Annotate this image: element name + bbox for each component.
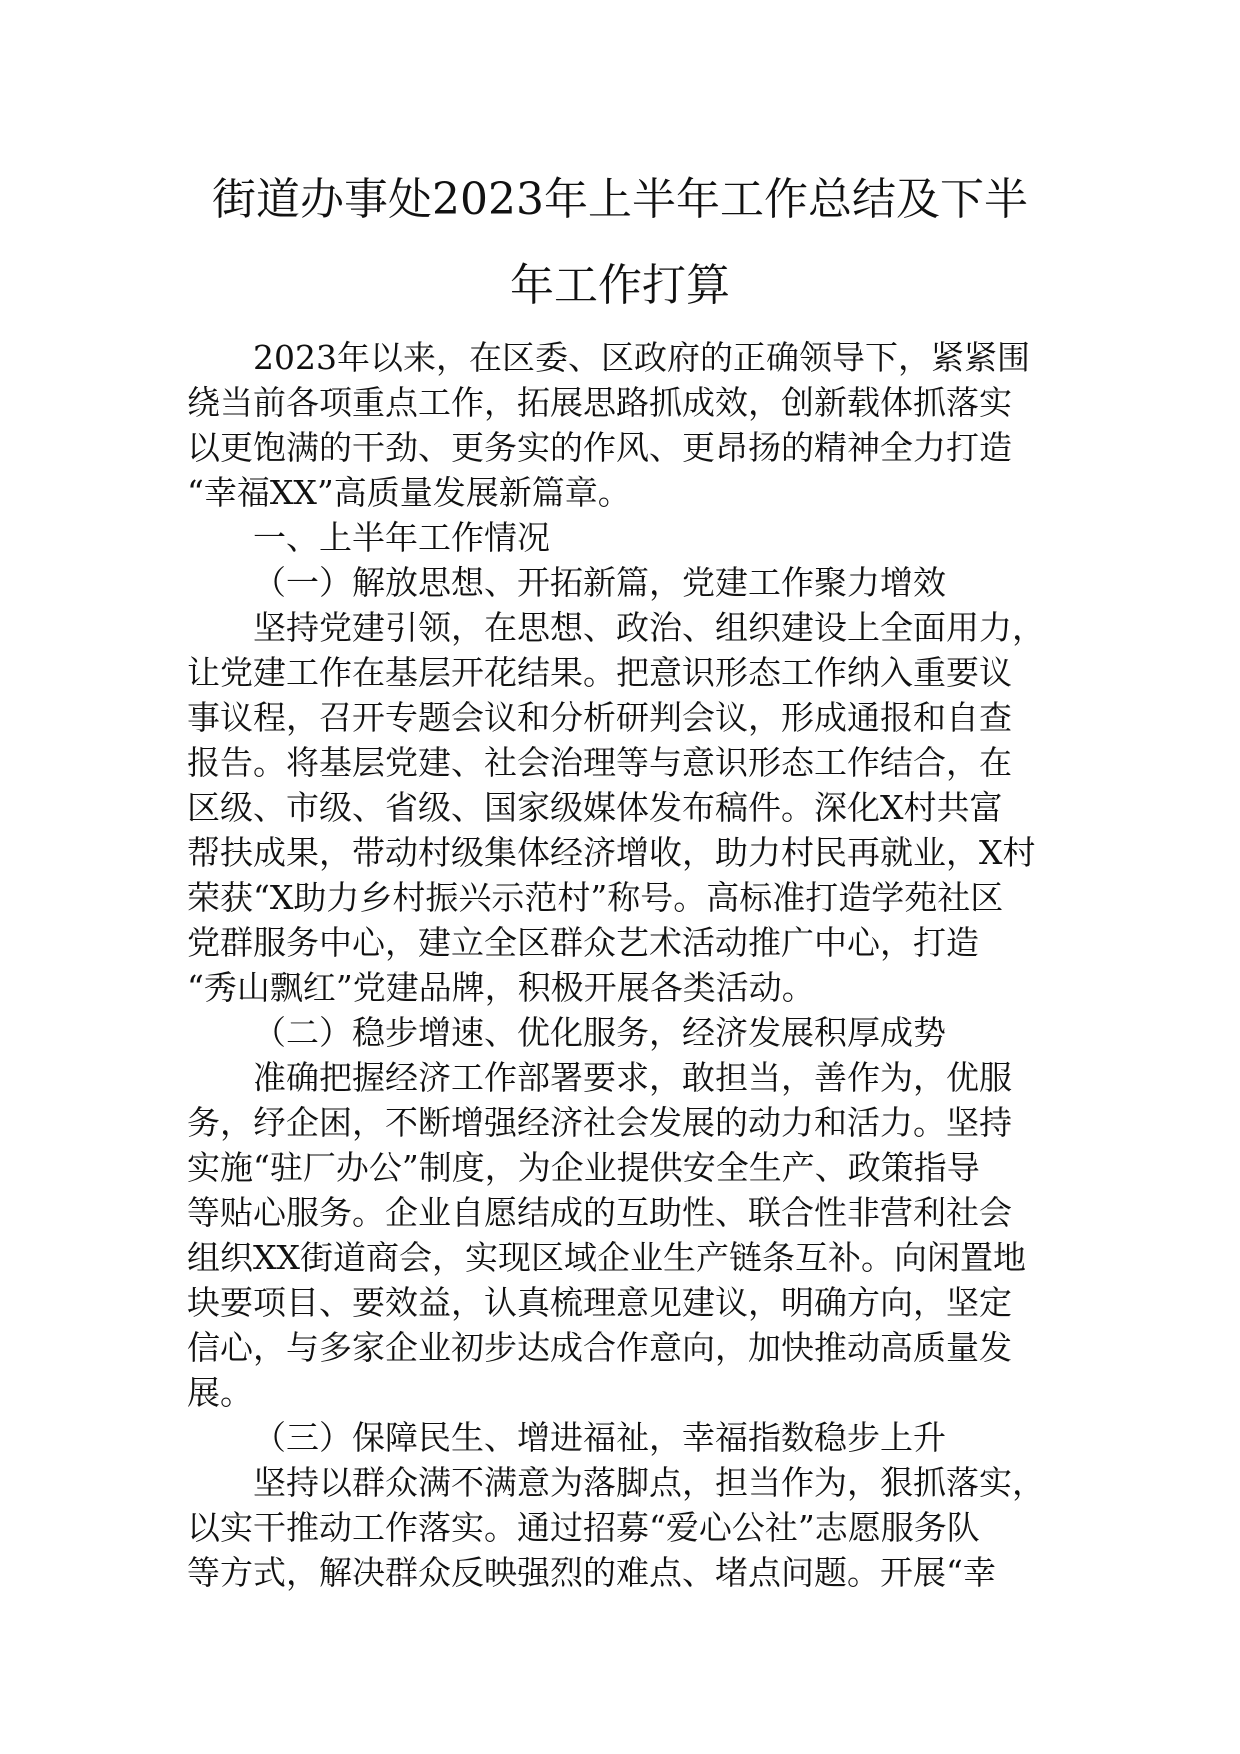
text-line: 等方式，解决群众反映强烈的难点、堵点问题。开展“幸 [187, 1553, 996, 1592]
text-line: 报告。将基层党建、社会治理等与意识形态工作结合，在 [187, 743, 1012, 782]
document-title-line-1: 街道办事处2023年上半年工作总结及下半 [212, 174, 1028, 225]
text-line: 事议程，召开专题会议和分析研判会议，形成通报和自查 [187, 698, 1012, 737]
text-line: 坚持党建引领，在思想、政治、组织建设上全面用力， [253, 608, 1045, 647]
text-line: 2023年以来，在区委、区政府的正确领导下，紧紧围 [253, 338, 1030, 377]
text-line: 组织XX街道商会，实现区域企业生产链条互补。向闲置地 [187, 1238, 1026, 1277]
text-line: 以更饱满的干劲、更务实的作风、更昂扬的精神全力打造 [187, 428, 1012, 467]
document-title-line-2: 年工作打算 [510, 260, 730, 311]
text-line: 准确把握经济工作部署要求，敢担当，善作为，优服 [253, 1058, 1012, 1097]
text-line: （一）解放思想、开拓新篇，党建工作聚力增效 [253, 563, 946, 602]
text-line: 以实干推动工作落实。通过招募“爱心公社”志愿服务队 [187, 1508, 980, 1547]
text-line: 一、上半年工作情况 [253, 518, 550, 557]
text-line: 绕当前各项重点工作，拓展思路抓成效，创新载体抓落实 [187, 383, 1012, 422]
text-line: 等贴心服务。企业自愿结成的互助性、联合性非营利社会 [187, 1193, 1012, 1232]
text-line: 块要项目、要效益，认真梳理意见建议，明确方向，坚定 [187, 1283, 1012, 1322]
text-line: 展。 [187, 1373, 253, 1412]
text-line: 荣获“X助力乡村振兴示范村”称号。高标准打造学苑社区 [187, 878, 1004, 917]
text-line: 坚持以群众满不满意为落脚点，担当作为，狠抓落实， [253, 1463, 1045, 1502]
text-line: 实施“驻厂办公”制度，为企业提供安全生产、政策指导 [187, 1148, 980, 1187]
text-line: “幸福XX”高质量发展新篇章。 [187, 473, 631, 512]
text-line: 让党建工作在基层开花结果。把意识形态工作纳入重要议 [187, 653, 1012, 692]
text-line: 信心，与多家企业初步达成合作意向，加快推动高质量发 [187, 1328, 1012, 1367]
text-line: （二）稳步增速、优化服务，经济发展积厚成势 [253, 1013, 946, 1052]
text-line: “秀山飘红”党建品牌，积极开展各类活动。 [187, 968, 815, 1007]
text-line: 务，纾企困，不断增强经济社会发展的动力和活力。坚持 [187, 1103, 1012, 1142]
document-body [187, 335, 1087, 1595]
text-line: 党群服务中心，建立全区群众艺术活动推广中心，打造 [187, 923, 979, 962]
text-line: 区级、市级、省级、国家级媒体发布稿件。深化X村共富 [187, 788, 1003, 827]
text-line: 帮扶成果，带动村级集体经济增收，助力村民再就业，X村 [187, 833, 1036, 872]
text-line: （三）保障民生、增进福祉，幸福指数稳步上升 [253, 1418, 946, 1457]
